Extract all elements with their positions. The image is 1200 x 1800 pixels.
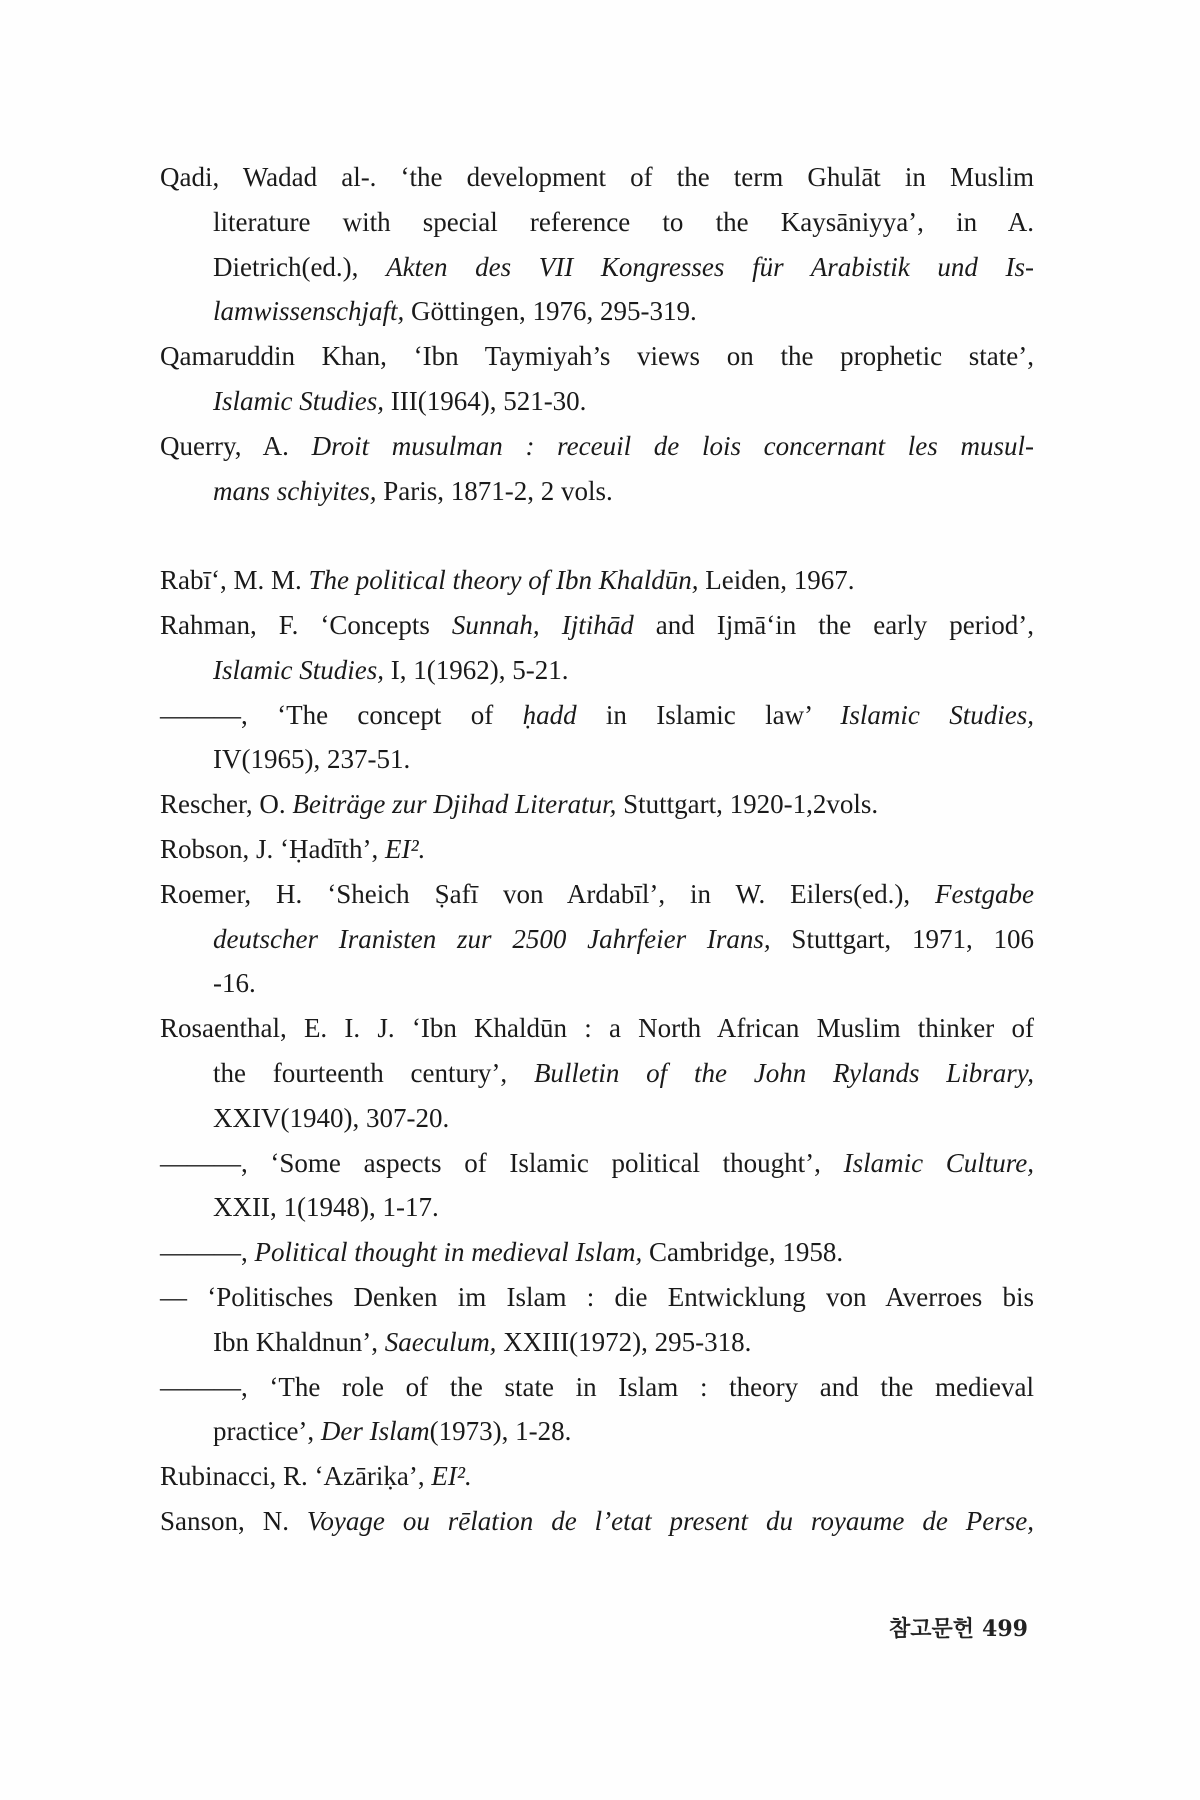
italic-title-text: Islamic Studies, (213, 385, 384, 416)
citation-text: ———, ‘The role of the state in Islam : theory and the medieval (160, 1371, 1034, 1402)
italic-title-text: EI². (385, 833, 426, 864)
bibliography-entry (160, 424, 1034, 514)
italic-title-text: lamwissenschjaft, (213, 296, 405, 327)
citation-text: IV(1965), 237-51. (213, 744, 411, 775)
citation-text: Rubinacci, R. ‘Azāriḳa’, (160, 1461, 432, 1492)
entry-line (160, 1230, 1034, 1275)
entry-line (160, 424, 1034, 469)
italic-title-text: Beiträge zur Djihad Literatur, (292, 789, 617, 820)
entry-line (160, 1006, 1034, 1051)
citation-text: in Islamic law’ (576, 699, 841, 730)
entry-line (213, 1096, 1034, 1141)
citation-text: Robson, J. ‘Ḥadīth’, (160, 833, 385, 864)
citation-text: Leiden, 1967. (698, 565, 855, 596)
citation-text: I, 1(1962), 5-21. (383, 654, 569, 685)
citation-text: — ‘Politisches Denken im Islam : die Entwicklung von Averroes bis (160, 1281, 1034, 1312)
citation-text: Qamaruddin Khan, ‘Ibn Taymiyah’s views on the prophetic state’, (160, 341, 1034, 372)
citation-text: III(1964), 521-30. (383, 385, 587, 416)
entry-line (160, 603, 1034, 648)
entry-line (213, 200, 1034, 245)
italic-title-text: EI². (431, 1461, 472, 1492)
bibliography-entry (160, 782, 1034, 827)
entry-line (160, 155, 1034, 200)
entry-line (160, 334, 1034, 379)
citation-text: Querry, A. (160, 430, 312, 461)
italic-title-text: ḥadd (522, 699, 577, 730)
entry-line (160, 872, 1034, 917)
bibliography-entry (160, 334, 1034, 424)
citation-text: Roemer, H. ‘Sheich Ṣafī von Ardabīl’, in W. Eilers(ed.), (160, 878, 936, 909)
entry-line (213, 737, 1034, 782)
citation-text: the fourteenth century’, (213, 1057, 534, 1088)
bibliography-entry (160, 603, 1034, 693)
italic-title-text: Akten des VII Kongresses für Arabistik und Is- (386, 251, 1034, 282)
entry-line (213, 961, 1034, 1006)
italic-title-text: Bulletin of the John Rylands Library, (533, 1057, 1034, 1088)
entry-line (213, 289, 1034, 334)
citation-text: literature with special reference to the Kaysāniyya’, in A. (213, 206, 1034, 237)
italic-title-text: Islamic Studies, (840, 699, 1034, 730)
citation-text: and Ijmā‘in the early period’, (633, 609, 1034, 640)
entry-line (213, 1409, 1034, 1454)
bibliography-entry (160, 1141, 1034, 1231)
citation-text: Dietrich(ed.), (213, 251, 387, 282)
bibliography-entry (160, 1499, 1034, 1544)
citation-text: Rahman, F. ‘Concepts (160, 609, 452, 640)
entry-line (213, 245, 1034, 290)
italic-title-text: Islamic Studies, (213, 654, 384, 685)
entry-line (213, 469, 1034, 514)
citation-text: (1973), 1-28. (429, 1416, 572, 1447)
citation-text: Cambridge, 1958. (642, 1237, 844, 1268)
page-number: 499 (982, 1616, 1028, 1642)
page-footer (889, 1612, 1028, 1643)
section-gap (160, 513, 1034, 558)
bibliography-entry (160, 1454, 1034, 1499)
italic-title-text: Saeculum, (384, 1326, 497, 1357)
entry-line (160, 1499, 1034, 1544)
citation-text: -16. (213, 968, 256, 999)
citation-text: XXIV(1940), 307-20. (213, 1102, 450, 1133)
citation-text: ———, ‘The concept of (160, 699, 523, 730)
bibliography-entry (160, 1365, 1034, 1455)
italic-title-text: Islamic Culture, (843, 1147, 1034, 1178)
citation-text: XXIII(1972), 295-318. (496, 1326, 752, 1357)
italic-title-text: Political thought in medieval Islam, (254, 1237, 643, 1268)
entry-line (213, 1320, 1034, 1365)
running-footer-title: 참고문헌 (889, 1616, 975, 1642)
bibliography-entry (160, 872, 1034, 1006)
citation-text: ———, ‘Some aspects of Islamic political thought’, (160, 1147, 844, 1178)
entry-line (160, 1365, 1034, 1410)
italic-title-text: mans schiyites, (213, 475, 377, 506)
citation-text: practice’, (213, 1416, 321, 1447)
entry-line (160, 1141, 1034, 1186)
citation-text: Rescher, O. (160, 789, 293, 820)
italic-title-text: The political theory of Ibn Khaldūn, (308, 565, 699, 596)
entry-line (213, 1185, 1034, 1230)
italic-title-text: Sunnah, Ijtihād (451, 609, 634, 640)
entry-line (213, 379, 1034, 424)
citation-text: Stuttgart, 1971, 106 (770, 923, 1034, 954)
entry-line (160, 782, 1034, 827)
citation-text: Rosaenthal, E. I. J. ‘Ibn Khaldūn : a North African Muslim thinker of (160, 1013, 1034, 1044)
citation-text: Qadi, Wadad al-. ‘the development of the term Ghulāt in Muslim (160, 162, 1034, 192)
bibliography-entry (160, 693, 1034, 783)
bibliography-entry (160, 155, 1034, 334)
italic-title-text: Droit musulman : receuil de lois concernant les musul- (311, 430, 1034, 461)
entry-line (213, 648, 1034, 693)
italic-title-text: Der Islam (320, 1416, 430, 1447)
entry-line (160, 1454, 1034, 1499)
entry-line (213, 917, 1034, 962)
citation-text: XXII, 1(1948), 1-17. (213, 1192, 439, 1223)
citation-text: Sanson, N. (160, 1505, 307, 1536)
entry-line (160, 558, 1034, 603)
citation-text: Ibn Khaldnun’, (213, 1326, 385, 1357)
bibliography-entry (160, 1006, 1034, 1140)
entry-line (213, 1051, 1034, 1096)
bibliography-entry (160, 827, 1034, 872)
italic-title-text: deutscher Iranisten zur 2500 Jahrfeier Irans, (213, 923, 771, 954)
bibliography-entry (160, 558, 1034, 603)
italic-title-text: Voyage ou rēlation de l’etat present du royaume de Perse, (306, 1505, 1034, 1536)
italic-title-text: Festgabe (935, 878, 1034, 909)
bibliography-entry (160, 1275, 1034, 1365)
entry-line (160, 693, 1034, 738)
citation-text: Göttingen, 1976, 295-319. (404, 296, 697, 327)
entry-line (160, 827, 1034, 872)
citation-text: Stuttgart, 1920-1,2vols. (616, 789, 879, 820)
bibliography-entry (160, 1230, 1034, 1275)
citation-text: ———, (160, 1237, 255, 1268)
citation-text: Rabī‘, M. M. (160, 565, 309, 596)
citation-text: Paris, 1871-2, 2 vols. (376, 475, 613, 506)
bibliography-list (160, 155, 1034, 1544)
entry-line (160, 1275, 1034, 1320)
